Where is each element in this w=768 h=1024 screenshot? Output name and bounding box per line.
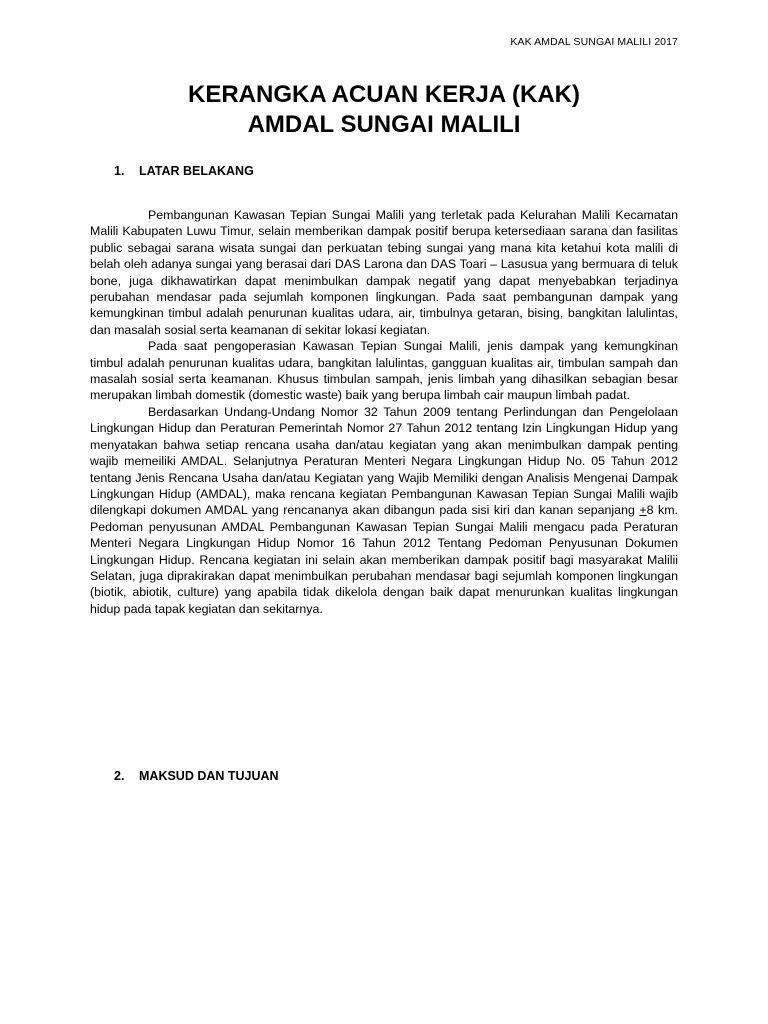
paragraph-1: Pembangunan Kawasan Tepian Sungai Malili yang terletak pada Kelurahan Malili Kecamatan Malili Kabupaten Luwu Timur, selain memberikan dampak positif berupa ketersediaan sarana dan fasilitas public sebagai sarana wisata sungai dan perkuatan tebing sungai yang mana kita ketahui kota malili di belah oleh adanya sungai yang berasai dari DAS Larona dan DAS Toari – Lasusua yang bermuara di teluk bone, juga dikhawatirkan dapat menimbulkan dampak negatif yang dapat menyebabkan terjadinya perubahan mendasar pada sejumlah komponen lingkungan. Pada saat pembangunan dampak yang kemungkinan timbul adalah penurunan kualitas udara, air, timbulnya getaran, bising, bangkitan lalulintas, dan masalah sosial serta keamanan di sekitar lokasi kegiatan. xyxy=(90,208,678,337)
section-number: 2. xyxy=(114,769,125,783)
section-heading-maksud-dan-tujuan xyxy=(114,769,279,783)
document-title-line-1: KERANGKA ACUAN KERJA (KAK) xyxy=(188,81,580,108)
paragraph-3-text-a: Berdasarkan Undang-Undang Nomor 32 Tahun 2009 tentang Perlindungan dan Pengelolaan Lingkungan Hidup dan Peraturan Pemerintah Nomor 27 Tahun 2012 tentang Izin Lingkungan Hidup yang menyatakan bahwa setiap rencana usaha dan/atau kegiatan yang akan menimbulkan dampak penting wajib memeiliki AMDAL. Selanjutnya Peraturan Menteri Negara Lingkungan Hidup No. 05 Tahun 2012 tentang Jenis Rencana Usaha dan/atau Kegiatan yang Wajib Memiliki dengan Analisis Mengenai Dampak Lingkungan Hidup (AMDAL), maka rencana kegiatan Pembangunan Kawasan Tepian Sungai Malili wajib dilengkapi dokumen AMDAL yang rencananya akan dibangun pada sisi kiri dan kanan sepanjang xyxy=(90,404,678,518)
document-title xyxy=(0,80,768,140)
section-heading-latar-belakang xyxy=(114,164,254,178)
running-header: KAK AMDAL SUNGAI MALILI 2017 xyxy=(510,36,678,48)
section-body-latar-belakang xyxy=(90,207,678,617)
paragraph-3 xyxy=(90,404,678,617)
document-title-line-2: AMDAL SUNGAI MALILI xyxy=(247,111,521,138)
section-heading-text: LATAR BELAKANG xyxy=(139,164,254,178)
section-number: 1. xyxy=(114,164,125,178)
paragraph-2: Pada saat pengoperasian Kawasan Tepian Sungai Malili, jenis dampak yang kemungkinan timbul adalah penurunan kualitas udara, bangkitan lalulintas, gangguan kualitas air, timbulan sampah dan masalah sosial serta keamanan. Khusus timbulan sampah, jenis limbah yang dihasilkan sebagian besar merupakan limbah domestik (domestic waste) baik yang berupa limbah cair maupun limbah padat. xyxy=(90,339,678,403)
paragraph-3-text-b: 8 km. Pedoman penyusunan AMDAL Pembangunan Kawasan Tepian Sungai Malili mengacu pada Peraturan Menteri Negara Lingkungan Hidup Nomor 16 Tahun 2012 Tentang Pedoman Penyusunan Dokumen Lingkungan Hidup. Rencana kegiatan ini selain akan memberikan dampak positif bagi masyarakat Malilii Selatan, juga diprakirakan dapat menimbulkan perubahan mendasar bagi sejumlah komponen lingkungan (biotik, abiotik, culture) yang apabila tidak dikelola dengan baik dapat menurunkan kualitas lingkungan hidup pada tapak kegiatan dan sekitarnya. xyxy=(90,503,678,616)
section-heading-text: MAKSUD DAN TUJUAN xyxy=(139,769,279,783)
plus-minus-symbol: + xyxy=(639,503,647,518)
